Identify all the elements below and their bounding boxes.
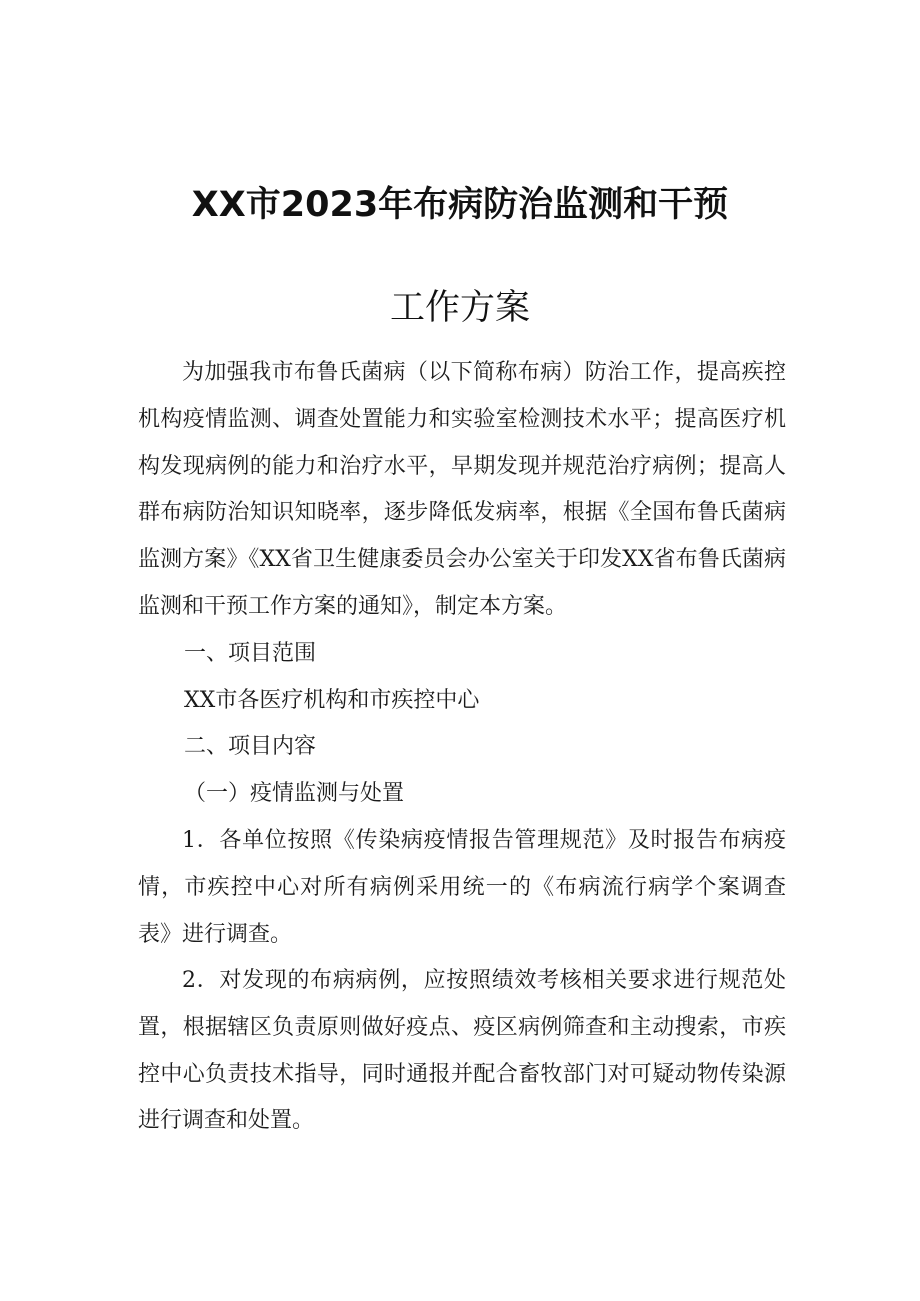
subsection-heading-epidemic-monitoring: （一）疫情监测与处置	[184, 781, 405, 806]
list-item-2: 2．对发现的布病病例，应按照绩效考核相关要求进行规范处置，根据辖区负责原则做好疫点、疫区病例筛查和主动搜索，市疾控中心负责技术指导，同时通报并配合畜牧部门对可疑动物传染源进行调查和处置。	[138, 968, 786, 1134]
scope-text: XX市各医疗机构和市疾控中心	[184, 688, 480, 713]
section-heading-content: 二、项目内容	[184, 734, 317, 759]
document-title-line-2: 工作方案	[389, 288, 530, 328]
list-item-1: 1．各单位按照《传染病疫情报告管理规范》及时报告布病疫情，市疾控中心对所有病例采用统一的《布病流行病学个案调查表》进行调查。	[138, 828, 786, 947]
section-heading-scope: 一、项目范围	[184, 641, 317, 666]
document-title-line-1: XX市2023年布病防治监测和干预	[191, 185, 729, 225]
intro-paragraph: 为加强我市布鲁氏菌病（以下简称布病）防治工作，提高疾控机构疫情监测、调查处置能力和实验室检测技术水平；提高医疗机构发现病例的能力和治疗水平，早期发现并规范治疗病例；提高人群布病防治知识知晓率，逐步降低发病率，根据《全国布鲁氏菌病监测方案》《XX省卫生健康委员会办公室关于印发XX省布鲁氏菌病监测和干预工作方案的通知》，制定本方案。	[138, 360, 786, 619]
